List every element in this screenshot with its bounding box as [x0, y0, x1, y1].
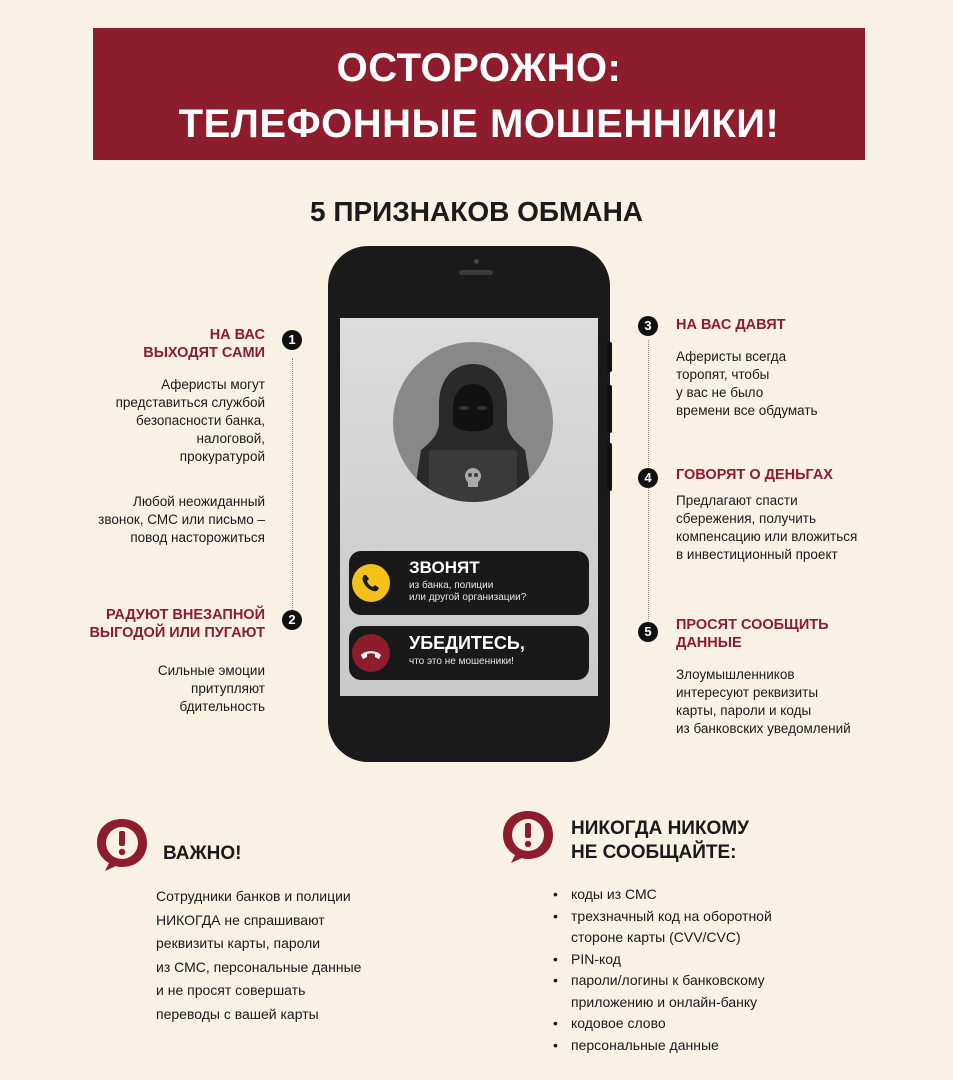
- sign-2-title: РАДУЮТ ВНЕЗАПНОЙ ВЫГОДОЙ ИЛИ ПУГАЮТ: [89, 607, 265, 641]
- phone-side-button: [607, 443, 612, 491]
- subtitle: 5 ПРИЗНАКОВ ОБМАНА: [309, 196, 644, 227]
- decline-call-subtitle: что это не мошенники!: [409, 656, 514, 667]
- incoming-call-subtitle: из банка, полиции или другой организации?: [409, 580, 527, 603]
- title-banner: [93, 28, 865, 160]
- phone-side-button: [607, 385, 612, 433]
- hooded-hacker-icon: [393, 342, 553, 502]
- list-item: • PIN-код: [553, 949, 772, 971]
- sign-4-title: ГОВОРЯТ О ДЕНЬГАХ: [676, 467, 833, 483]
- list-item: • кодовое слово: [553, 1013, 772, 1035]
- important-title: ВАЖНО!: [163, 843, 242, 864]
- phone-side-button: [607, 342, 612, 372]
- list-item: • персональные данные: [553, 1035, 772, 1057]
- phone-camera: [474, 259, 479, 264]
- sign-5-text: Злоумышленников интересуют реквизиты карты, пароли и коды из банковских уведомлений: [676, 667, 851, 736]
- sign-number-3: 3: [638, 316, 658, 336]
- incoming-call-title: ЗВОНЯТ: [409, 558, 480, 577]
- list-item: • трехзначный код на оборотной стороне карты (CVV/CVC): [553, 906, 772, 949]
- sign-5-title: ПРОСЯТ СООБЩИТЬ ДАННЫЕ: [676, 617, 829, 651]
- sign-3-text: Аферисты всегда торопят, чтобы у вас не было времени все обдумать: [676, 349, 818, 418]
- sign-2-text: Сильные эмоции притупляют бдительность: [157, 663, 265, 714]
- sign-1-text: Аферисты могут представиться службой безопасности банка, налоговой, прокуратурой: [115, 377, 265, 464]
- phone-accept-icon[interactable]: [352, 564, 390, 602]
- sign-number-4: 4: [638, 468, 658, 488]
- sign-3-title: НА ВАС ДАВЯТ: [676, 317, 786, 333]
- phone-speaker: [459, 270, 493, 275]
- never-share-list: [553, 884, 772, 1056]
- exclamation-bubble-icon: [500, 808, 556, 869]
- sign-number-1: 1: [282, 330, 302, 350]
- sign-number-2: 2: [282, 610, 302, 630]
- list-item: • коды из СМС: [553, 884, 772, 906]
- title-line-1: ОСТОРОЖНО:: [336, 46, 622, 90]
- sign-1-note: Любой неожиданный звонок, СМС или письмо – повод насторожиться: [98, 494, 265, 545]
- phone-decline-icon[interactable]: [352, 634, 390, 672]
- sign-1-title: НА ВАС ВЫХОДЯТ САМИ: [143, 327, 265, 361]
- sign-number-5: 5: [638, 622, 658, 642]
- decline-call-title: УБЕДИТЕСЬ,: [409, 633, 525, 653]
- important-text: Сотрудники банков и полиции НИКОГДА не спрашивают реквизиты карты, пароли из СМС, персональные данные и не просят совершать переводы с вашей карты: [156, 888, 362, 1022]
- connector-line-left: [292, 358, 293, 610]
- exclamation-bubble-icon: [94, 816, 150, 877]
- title-line-2: ТЕЛЕФОННЫЕ МОШЕННИКИ!: [178, 102, 780, 146]
- list-item: • пароли/логины к банковскому приложению и онлайн-банку: [553, 970, 772, 1013]
- sign-4-text: Предлагают спасти сбережения, получить компенсацию или вложиться в инвестиционный проект: [676, 493, 858, 562]
- never-share-title: НИКОГДА НИКОМУ НЕ СООБЩАЙТЕ:: [571, 818, 749, 863]
